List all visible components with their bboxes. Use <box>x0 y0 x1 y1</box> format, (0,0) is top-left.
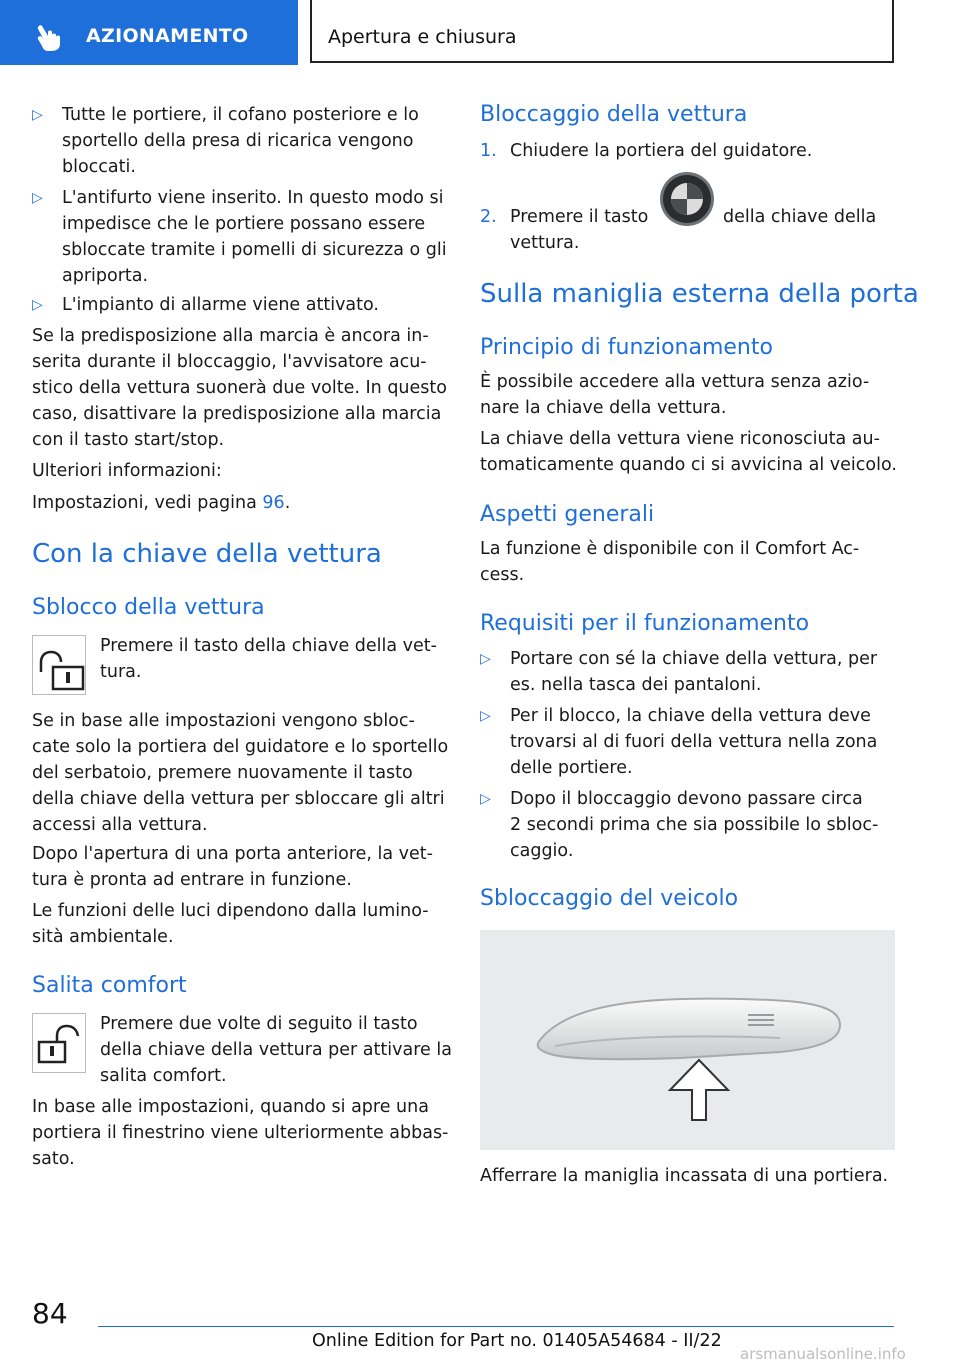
bullet-marker: ▷ <box>32 107 43 123</box>
chapter-title: Apertura e chiusura <box>328 26 517 48</box>
footer-divider <box>98 1326 894 1327</box>
subheading: Bloccaggio della vettura <box>480 102 748 127</box>
pointing-hand-icon <box>36 24 68 52</box>
page-link[interactable]: 96 <box>262 493 285 513</box>
step-text: Chiudere la portiera del guidatore. <box>510 141 813 161</box>
list-item: L'antifurto viene inserito. In questo modo si impedisce che le portiere possano essere sbloccate tramite i pomelli di sicurezza o gli apriporta. <box>62 188 447 286</box>
step-text: vettura. <box>510 233 580 253</box>
heading: Con la chiave della vettura <box>32 539 382 569</box>
step-number: 2. <box>480 207 497 227</box>
unlock-button-icon <box>32 635 86 695</box>
paragraph: Se la predisposizione alla marcia è ancora in- serita durante il bloccaggio, l'avvisatore acu- stico della vettura suonerà due volte. In questo caso, disattivare la predisposizione alla marcia con il tasto start/stop. <box>32 326 447 450</box>
list-item: L'impianto di allarme viene attivato. <box>62 295 379 315</box>
bullet-marker: ▷ <box>32 297 43 313</box>
bullet-marker: ▷ <box>32 190 43 206</box>
subheading: Aspetti generali <box>480 502 655 527</box>
paragraph: Ulteriori informazioni: <box>32 461 222 481</box>
list-item: Per il blocco, la chiave della vettura deve trovarsi al di fuori della vettura nella zona delle portiere. <box>510 706 878 778</box>
section-title: AZIONAMENTO <box>86 25 249 47</box>
paragraph: La chiave della vettura viene riconosciuta au- tomaticamente quando ci si avvicina al veicolo. <box>480 429 897 475</box>
subheading: Sbloccaggio del veicolo <box>480 886 739 911</box>
paragraph: In base alle impostazioni, quando si apre una portiera il finestrino viene ulteriormente abbas- sato. <box>32 1097 449 1169</box>
paragraph: Se in base alle impostazioni vengono sbloc- cate solo la portiera del guidatore e lo sportello del serbatoio, premere nuovamente il tasto della chiave della vettura per sbloccare gli altri accessi alla vettura. <box>32 711 449 835</box>
paragraph: Premere due volte di seguito il tasto della chiave della vettura per attivare la salita comfort. <box>100 1014 452 1086</box>
caption: Afferrare la maniglia incassata di una portiera. <box>480 1166 889 1186</box>
subheading: Requisiti per il funzionamento <box>480 611 810 636</box>
bullet-marker: ▷ <box>480 708 491 724</box>
bullet-marker: ▷ <box>480 651 491 667</box>
paragraph: Impostazioni, vedi pagina 96. <box>32 493 291 513</box>
heading: Sulla maniglia esterna della porta <box>480 279 919 309</box>
step-text: Premere il tasto <box>510 207 649 227</box>
step-number: 1. <box>480 141 497 161</box>
bullet-marker: ▷ <box>480 791 491 807</box>
paragraph: Premere il tasto della chiave della vet- tura. <box>100 636 437 682</box>
list-item: Tutte le portiere, il cofano posteriore e lo sportello della presa di ricarica vengono bloccati. <box>62 105 419 177</box>
watermark: arsmanualsonline.info <box>740 1345 906 1363</box>
bmw-key-button-icon <box>658 170 716 228</box>
section-tab <box>0 0 298 65</box>
door-handle-illustration <box>480 930 895 1150</box>
chapter-header <box>310 0 894 63</box>
step-text: della chiave della <box>723 207 877 227</box>
subheading: Sblocco della vettura <box>32 595 265 620</box>
page-number: 84 <box>32 1297 68 1330</box>
paragraph: Dopo l'apertura di una porta anteriore, la vet- tura è pronta ad entrare in funzione. <box>32 844 433 890</box>
comfort-button-icon <box>32 1013 86 1073</box>
paragraph: Le funzioni delle luci dipendono dalla lumino- sità ambientale. <box>32 901 429 947</box>
subheading: Salita comfort <box>32 973 187 998</box>
paragraph: La funzione è disponibile con il Comfort Ac- cess. <box>480 539 860 585</box>
list-item: Dopo il bloccaggio devono passare circa 2 secondi prima che sia possibile lo sbloc- caggio. <box>510 789 879 861</box>
edition-info: Online Edition for Part no. 01405A54684 - II/22 <box>312 1331 722 1351</box>
list-item: Portare con sé la chiave della vettura, per es. nella tasca dei pantaloni. <box>510 649 878 695</box>
subheading: Principio di funzionamento <box>480 335 773 360</box>
paragraph: È possibile accedere alla vettura senza azio- nare la chiave della vettura. <box>480 372 870 418</box>
